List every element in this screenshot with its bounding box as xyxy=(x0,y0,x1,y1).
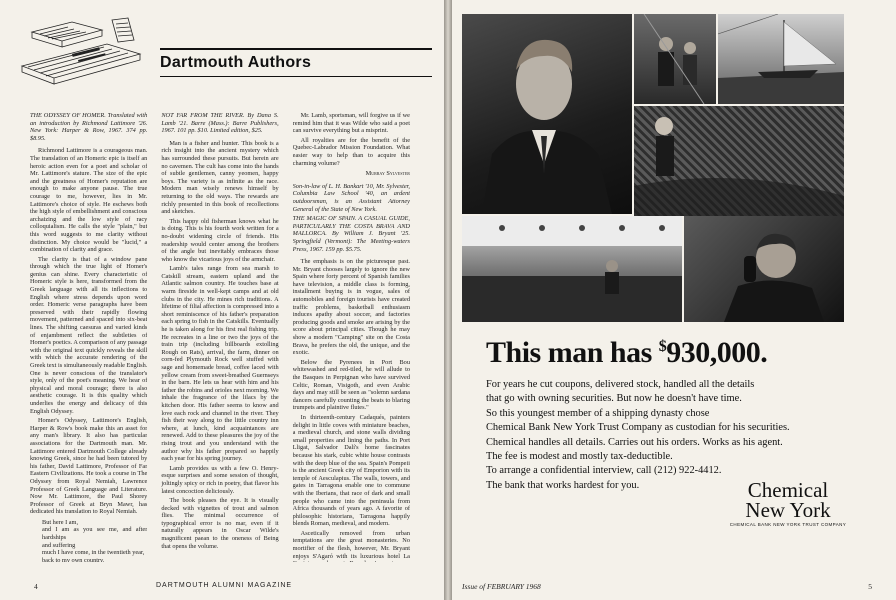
section-title: Dartmouth Authors xyxy=(160,54,312,71)
poem-line: much I have come, in the twentieth year, xyxy=(42,549,145,557)
ad-copy-line: that go with owning securities. But now he doesn't have time. xyxy=(486,393,742,405)
headline-text: This man has xyxy=(486,336,659,369)
phone-call-photo xyxy=(684,216,844,322)
reviewer-signature: Murray Sylvester xyxy=(365,170,410,178)
right-footer xyxy=(452,576,896,600)
ad-copy-line: The bank that works hardest for you. xyxy=(486,479,640,491)
review-paragraph: Richmond Lattimore is a courageous man. The translation of an Homeric epic is itself an heroic action even for a poet and scholar of Mr. Lattimore's stature. The size of the epic and the greatness of Homer's reputation are enough to make anyone pause. The true courage to me, however, lies in Mr. Lattimore's choice of style. He eschews both the high style of embellishment and conscious archaizing and the low style of racy colloquialism. He calls the style "plain," but this word suggests to me clarity without distinction. My choice would be "lucid," a combination of clarity and grace. xyxy=(30,147,148,254)
column-2 xyxy=(161,112,278,562)
review-paragraph: Mr. Lamb, sportsman, will forgive us if we remind him that it was Wilde who said a poet can survive everything but a misprint. xyxy=(292,112,410,135)
poem-line: and suffering xyxy=(42,541,76,549)
ad-headline xyxy=(486,336,767,370)
review-columns xyxy=(30,112,410,562)
man-on-phone-illustration xyxy=(684,216,844,322)
dollar-sign: $ xyxy=(658,338,667,355)
poem-line: back to my own country. xyxy=(42,556,105,562)
logo-subtitle: CHEMICAL BANK NEW YORK TRUST COMPANY xyxy=(729,522,847,527)
logo-line-1: Chemical xyxy=(747,478,829,502)
poem-line: But here I am, xyxy=(42,518,79,526)
heading-rule-top xyxy=(160,48,432,50)
poem-line: and I am as you see me, and after hardships xyxy=(42,526,148,542)
review-paragraph: Lamb provides us with a few O. Henry-esque surprises and some session of thought, joltingly spicy or rich in poetry, that flavor his latest concoction deliciously. xyxy=(161,464,279,495)
page-number: 5 xyxy=(868,582,872,591)
review-citation: NOT FAR FROM THE RIVER. By Dana S. Lamb '21. Barre (Mass.): Barre Publishers, 1967. 101 pp. $10. Limited edition, $25. xyxy=(161,112,279,135)
review-paragraph: The book pleases the eye. It is visually decked with vignettes of trout and salmon flies. The minimal occurrence of typographical error is no mar, even if it naturally appears in Oscar Wilde's magnificent paean to the oneness of Being that opens the volume. xyxy=(161,497,279,550)
poem-quote xyxy=(42,519,147,562)
sailboat-illustration xyxy=(718,14,844,104)
magazine-name: DARTMOUTH ALUMNI MAGAZINE xyxy=(156,582,293,589)
sailors-illustration xyxy=(634,14,716,104)
ad-copy-line: To arrange a confidential interview, call (212) 922-4412. xyxy=(486,465,722,477)
ad-copy-line: For years he cut coupons, delivered stock, handled all the details xyxy=(486,379,755,390)
right-page xyxy=(452,0,896,600)
portrait-photo xyxy=(462,14,632,214)
review-citation: THE MAGIC OF SPAIN. A CASUAL GUIDE, PARTICULARLY THE COSTA BRAVA AND MALLORCA. By William J. Bryant '25. Springfield (Vermont): The Meeting-waters Press, 1967. 159 pp. $5.75. xyxy=(292,215,410,253)
sailboat-photo xyxy=(718,14,844,104)
review-citation: THE ODYSSEY OF HOMER. Translated with an introduction by Richmond Lattimore '26. New York: Harper & Row, 1967. 374 pp. $8.95. xyxy=(30,112,148,142)
review-paragraph: Ascetically removed from urban temptations are the great monasteries. No mortifier of the flesh, however, Mr. Bryant enjoys S'Agaró with its luxurious hotel La xyxy=(292,529,410,560)
logo-line-2: New York xyxy=(745,498,831,522)
man-portrait-illustration xyxy=(462,14,632,214)
review-paragraph: Lamb's tales range from sea marsh to Catskill stream, eastern upland and the Atlantic salmon country. He touches base at warm fireside in well-kept camps and at old clubs in the city. He mines rich traditions. A lifetime of filial affection is compressed into a short reminiscence of his father's preparation each spring to fish in the Catskills. Eventually he is taken along for his first real fishing trip. He recreates in a line or two the joys of the train trip (including billboards extolling Rough on Rats), arrival, the farm, dinner on corn-fed Plymouth Rock well stuffed with sage and homemade bread, coffee laced with yellow cream from sweet-breathed Guernseys in the barn. He lets us hear with him and his father the robins and orioles next morning. We inhale the fragrance of the lilacs by the kitchen door. His father seems to know and love each rock and channel in the river. They fish their way along to the little country inn where, at lunch, kind acquaintances are renewed. Add to these pleasures the joy of the rising trout and you understand with the author why his father prepared so happily each year for his spring journey. xyxy=(161,265,279,463)
review-paragraph: This happy old fisherman knows what he is doing. This is his fourth work written for a no-doubt widening circle of friends. His readership would center among the brothers of the angle but inevitably embraces those who know the vicarious joys of the armchair. xyxy=(161,217,279,263)
ad-copy-line: So this youngest member of a shipping dynasty chose xyxy=(486,407,710,419)
review-paragraph: Below the Pyrenees in Port Bou whitewashed and red-tiled, he will allude to the Basques in Perpignan who have survived Celtic, Roman, Visigoth, and even Arabic days and may still be seen as "solemn sardana dancers carefully counting the beats to blaring trumpets and plaintive flutes." xyxy=(292,358,410,412)
net-illustration xyxy=(634,106,844,216)
page-number: 4 xyxy=(34,582,38,591)
fishing-net-photo xyxy=(634,106,844,216)
ad-body-copy xyxy=(486,378,856,493)
review-paragraph: Man is a fisher and hunter. This book is a rich insight into the ancient mystery which has surrounded these pursuits. But herein are no cavemen. The cult has come into the hands of subtle gentlemen, canny yeomen, happy boys. The variety is as infinite as the race. Modern man wisely renews himself by returning to the old ways. The rewards are richly presented in this book of recollections and sketches. xyxy=(161,139,279,216)
review-paragraph: All royalties are for the benefit of the Quebec-Labrador Mission Foundation. What easier way to help than to acquire this charming volume? xyxy=(292,136,410,167)
column-3 xyxy=(293,112,410,562)
sailing-photo xyxy=(634,14,716,104)
office-illustration xyxy=(462,216,682,322)
review-paragraph: In thirteenth-century Cadaqués, painters delight in little coves with miniature beaches, a medieval church, and stone walls dividing small properties and lining the paths. In Port Lligat, Salvador Dalí's home fascinates because his stark, cubic white house contrasts with the deep blue of the sea. Spain's Pompeii is the ancient Greek city of Emporion with its temple of Aesculapius. The walls, towers, and gates in Tarragona enable one to commune with the Iberians, that race of dark and small people who came into the peninsula from Africa thousands of years ago. A favorite of philosophic historians, Tarragona happily blends Roman, medieval, and modern. xyxy=(292,413,410,528)
spine-gutter xyxy=(444,0,452,600)
review-paragraph: The clarity is that of a window pane through which the true light of Homer's genius can shine. Every characteristic of Homeric style is here, transformed from the Greek language with all its inflections to English where stress depends upon word order. Homeric verse paragraphs have been preserved with their rapidly flowing movement, patterned and spaced into six-beat lines. The shifting caesuras and varied kinds of enjambment reflect the subtleties of Homer's poetics. A comparison of any passage with the original text quickly reveals the skill with which the accurate rendering of the Greek text is simultaneously readable English. One is never conscious of the translator's style, only of the poet's meaning. We hear of physical and moral courage; there is also aesthetic courage. It is this quality which underlies the energy and delicacy of this English Odyssey. xyxy=(30,255,148,415)
left-footer xyxy=(0,576,444,600)
office-photo xyxy=(462,216,682,322)
library-sketch-illustration xyxy=(12,14,152,94)
section-heading xyxy=(160,48,432,77)
issue-date: Issue of FEBRUARY 1968 xyxy=(462,582,541,591)
review-paragraph: The emphasis is on the picturesque past. Mr. Bryant chooses largely to ignore the new Spain where forty percent of Spanish families have television, a middle class is forming, installment buying is in vogue, sales of automobiles and foreign tourists have created traffic problems, basketball enthusiasm induces apathy about soccer, and factories producing goods and smoke are arising by the score about principal cities. Though he may show a modern "Camping" site on the Costa Brava, he prefers the old, the unique, and the exotic. xyxy=(292,258,410,357)
heading-rule-bottom xyxy=(160,76,432,77)
ad-copy-line: The fee is modest and mostly tax-deductible. xyxy=(486,451,673,463)
column-1 xyxy=(30,112,147,562)
ad-copy-line: Chemical handles all details. Carries out his orders. Works as his agent. xyxy=(486,436,783,448)
headline-amount: 930,000. xyxy=(666,336,768,369)
left-page xyxy=(0,0,444,600)
ad-copy-line: Chemical Bank New York Trust Company as custodian for his securities. xyxy=(486,422,790,434)
chemical-bank-logo xyxy=(718,480,858,527)
reviewer-note: Son-in-law of L. H. Bankart '10, Mr. Sylvester, Columbia Law School '40, an ardent outdoorsman, is an Assistant Attorney General of the State of New York. xyxy=(292,182,410,213)
review-paragraph: Homer's Odyssey, Lattimore's English, Harper & Row's book make this an asset for any man's library. It also has particular associations for the Dartmouth man. Mr. Lattimore entered Dartmouth College already knowing Greek, since he had been tutored by his father, David Lattimore, Professor of Far Eastern Civilizations. He took a course in The Odyssey from Royal Nemiah, Lawrence Professor of Greek Language and Literature. Now Mr. Lattimore, the Paul Shorey Professor of Greek at Bryn Mawr, has dedicated his translation to Royal Nemiah. xyxy=(30,417,148,516)
